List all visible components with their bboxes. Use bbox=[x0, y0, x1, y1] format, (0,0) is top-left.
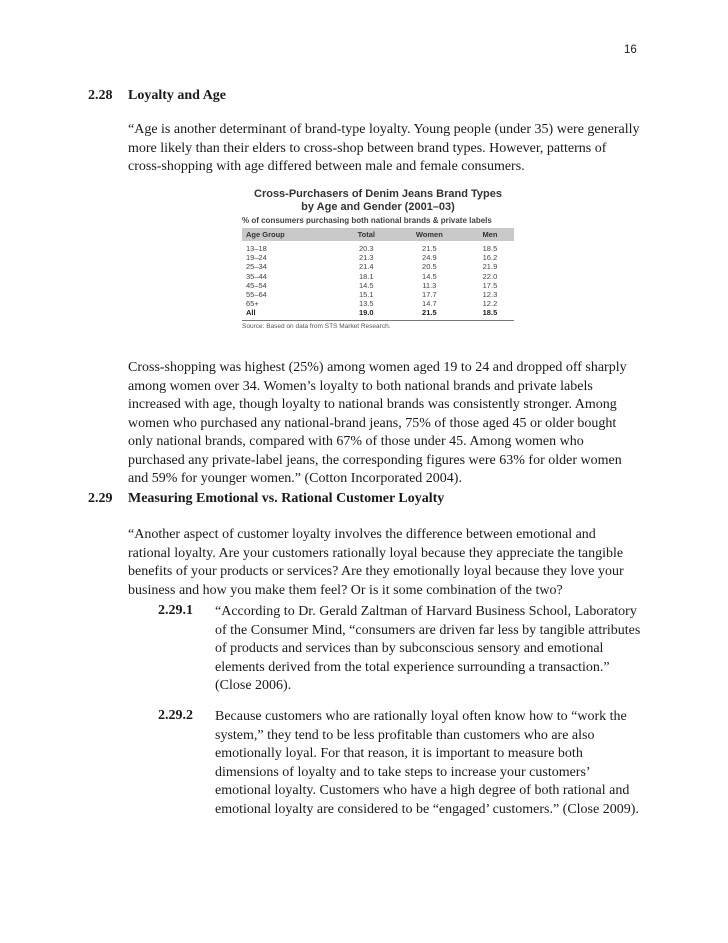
table-cell: 21.4 bbox=[358, 262, 374, 272]
table-cell: 24.9 bbox=[422, 253, 437, 263]
table-cell: 45–54 bbox=[246, 280, 267, 290]
table-row bbox=[242, 299, 514, 308]
table-cell: 14.5 bbox=[358, 280, 374, 290]
table-cell: 13.5 bbox=[358, 299, 374, 309]
section-number-2-29: 2.29 bbox=[88, 491, 113, 506]
figure-subtitle: % of consumers purchasing both national brands & private labels bbox=[242, 216, 492, 225]
paragraph-cross-shopping: Cross-shopping was highest (25%) among women aged 19 to 24 and dropped off sharply among women over 34. Women’s loyalty to both national brands and private labels increased with age, though loyalty to national brands was consistently stronger. Among women who purchased any national-brand jeans, 75% of those aged 45 or older bought only national brands, compared with 67% of those under 45. Among women who purchased any private-label jeans, the corresponding figures were 63% for older women and 59% for younger women.” (Cotton Incorporated 2004). bbox=[128, 360, 627, 486]
table-cell: 19.0 bbox=[358, 308, 374, 318]
table-cell: 55–64 bbox=[246, 290, 267, 300]
table-cell: 20.5 bbox=[422, 262, 437, 272]
table-cell: 15.1 bbox=[358, 290, 374, 300]
col-header-age-group: Age Group bbox=[242, 228, 340, 241]
table-cell: 12.2 bbox=[482, 299, 498, 309]
table-cell: 14.5 bbox=[422, 271, 437, 281]
table-cell: 25–34 bbox=[246, 262, 267, 272]
table-cell: 22.0 bbox=[482, 271, 498, 281]
figure-title-line-2: by Age and Gender (2001–03) bbox=[301, 201, 455, 213]
page-number: 16 bbox=[624, 44, 637, 56]
table-cell: 12.3 bbox=[482, 290, 498, 300]
table-cell: 17.7 bbox=[422, 290, 437, 300]
figure-source-note: Source: Based on data from STS Market Research. bbox=[242, 320, 514, 330]
section-title-emotional-vs-rational: Measuring Emotional vs. Rational Customer Loyalty bbox=[128, 491, 445, 506]
cross-purchasers-table-figure bbox=[242, 188, 514, 330]
col-header-total: Total bbox=[340, 228, 393, 241]
paragraph-age-determinant: “Age is another determinant of brand-type loyalty. Young people (under 35) were generally more likely than their elders to cross-shop between brand types. However, patterns of cross-shopping with age differed between male and female consumers. bbox=[128, 122, 640, 174]
table-cell: 21.5 bbox=[422, 244, 437, 253]
subsection-number-2-29-1: 2.29.1 bbox=[158, 603, 193, 618]
table-cell: 11.3 bbox=[422, 280, 437, 290]
subsection-number-2-29-2: 2.29.2 bbox=[158, 708, 193, 723]
table-cell: 19–24 bbox=[246, 253, 267, 263]
table-cell: 17.5 bbox=[482, 280, 498, 290]
col-header-women: Women bbox=[393, 228, 466, 241]
table-cell: All bbox=[246, 308, 256, 318]
section-number-2-28: 2.28 bbox=[88, 88, 113, 103]
table-header-row bbox=[242, 228, 514, 241]
table-cell: 20.3 bbox=[358, 244, 374, 253]
table-cell: 18.5 bbox=[482, 244, 498, 253]
table-row bbox=[242, 253, 514, 262]
table-row bbox=[242, 241, 514, 253]
subsection-text-zaltman: “According to Dr. Gerald Zaltman of Harvard Business School, Laboratory of the Consumer Mind, “consumers are driven far less by tangible attributes of products and services than by subconscious sensory and emotional elements derived from the total experience surrounding a transaction.” (Close 2006). bbox=[215, 604, 641, 693]
table-row bbox=[242, 262, 514, 271]
table-total-row bbox=[242, 308, 514, 317]
section-title-loyalty-and-age: Loyalty and Age bbox=[128, 88, 227, 103]
subsection-text-rational-loyal: Because customers who are rationally loyal often know how to “work the system,” they tend to be less profitable than customers who are also emotionally loyal. For that reason, it is important to measure both dimensions of loyalty and to take steps to increase your customers’ emotional loyalty. Customers who have a high degree of both rational and emotional loyalty are considered to be “engaged’ customers.” (Close 2009). bbox=[215, 709, 639, 817]
table-cell: 13–18 bbox=[246, 244, 267, 253]
col-header-men: Men bbox=[466, 228, 514, 241]
table-cell: 21.9 bbox=[482, 262, 498, 272]
paragraph-emotional-rational: “Another aspect of customer loyalty involves the difference between emotional and rational loyalty. Are your customers rationally loyal because they appreciate the tangible benefits of your products or services? Are they emotionally loyal because they love your business and how you make them feel? Or is it some combination of the two? bbox=[128, 527, 624, 598]
figure-title bbox=[242, 188, 514, 214]
table-cell: 21.3 bbox=[358, 253, 374, 263]
table-row bbox=[242, 272, 514, 281]
table-cell: 18.1 bbox=[358, 271, 374, 281]
cross-purchasers-table bbox=[242, 228, 514, 318]
table-row bbox=[242, 281, 514, 290]
table-cell: 16.2 bbox=[482, 253, 498, 263]
table-cell: 21.5 bbox=[422, 308, 437, 318]
table-cell: 35–44 bbox=[246, 271, 267, 281]
table-cell: 14.7 bbox=[422, 299, 437, 309]
figure-title-line-1: Cross-Purchasers of Denim Jeans Brand Types bbox=[254, 188, 502, 200]
table-row bbox=[242, 290, 514, 299]
table-cell: 18.5 bbox=[482, 308, 498, 318]
table-cell: 65+ bbox=[246, 299, 259, 309]
